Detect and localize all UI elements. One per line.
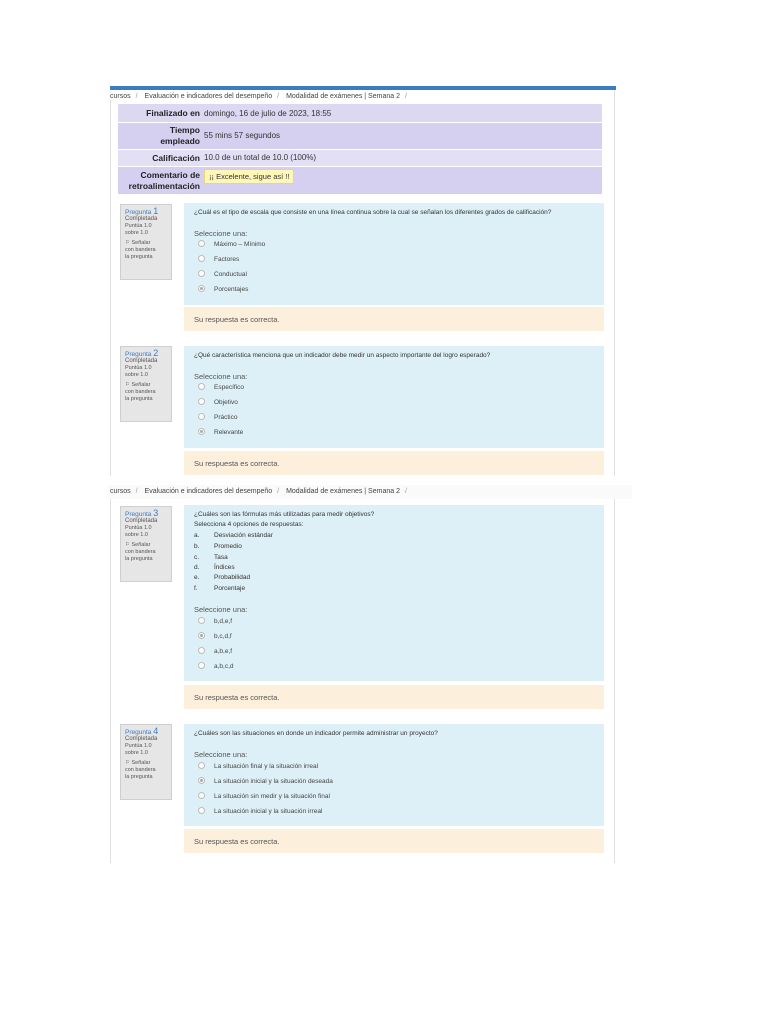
breadcrumb: cursos / Evaluación e indicadores del desempeño / Modalidad de exámenes | Semana 2 / bbox=[110, 488, 407, 495]
flag-question-link[interactable]: ⚐ Señalar con bandera la pregunta bbox=[125, 240, 156, 260]
question-info-2: Pregunta 2 Completada Puntúa 1.0 sobre 1.0 ⚐ Señalar con bandera la pregunta bbox=[120, 346, 172, 422]
radio-button[interactable] bbox=[198, 383, 205, 390]
list-item: d. Índices bbox=[194, 564, 235, 571]
question-info-3: Pregunta 3 Completada Puntúa 1.0 sobre 1.0 ⚐ Señalar con bandera la pregunta bbox=[120, 506, 172, 582]
feedback-chip: ¡¡ Excelente, sigue así !! bbox=[204, 169, 294, 184]
option-3a[interactable]: b,d,e,f bbox=[198, 618, 232, 625]
question-text: ¿Cuál es el tipo de escala que consiste en una línea continua sobre la cual se señalan los diferentes grados de calificación? bbox=[194, 209, 552, 216]
option-3b[interactable]: b,c,d,f bbox=[198, 633, 232, 640]
breadcrumb-section[interactable]: Modalidad de exámenes | Semana 2 bbox=[286, 93, 400, 100]
grade-value: 10.0 de un total de 10.0 (100%) bbox=[204, 153, 317, 162]
select-one-label: Seleccione una: bbox=[194, 372, 248, 381]
option-2b[interactable]: Objetivo bbox=[198, 399, 238, 406]
question-info-1: Pregunta 1 Completada Puntúa 1.0 sobre 1.0 ⚐ Señalar con bandera la pregunta bbox=[120, 204, 172, 280]
option-1c[interactable]: Conductual bbox=[198, 271, 247, 278]
select-one-label: Seleccione una: bbox=[194, 229, 248, 238]
list-item: c. Tasa bbox=[194, 554, 228, 561]
option-2d[interactable]: Relevante bbox=[198, 429, 243, 436]
question-box-1 bbox=[184, 203, 604, 305]
flag-question-link[interactable]: ⚐ Señalar con bandera la pregunta bbox=[125, 760, 156, 780]
grade-label: Calificación bbox=[152, 153, 200, 163]
option-3d[interactable]: a,b,c,d bbox=[198, 663, 234, 670]
flag-icon: ⚐ bbox=[125, 382, 130, 388]
page-edge-right bbox=[614, 90, 615, 476]
radio-button[interactable] bbox=[198, 662, 205, 669]
question-subtext: Selecciona 4 opciones de respuestas: bbox=[194, 521, 304, 528]
breadcrumb-section[interactable]: Modalidad de exámenes | Semana 2 bbox=[286, 488, 400, 495]
radio-button[interactable] bbox=[198, 792, 205, 799]
question-text: ¿Qué característica menciona que un indicador debe medir un aspecto importante del logro esperado? bbox=[194, 352, 491, 359]
option-3c[interactable]: a,b,e,f bbox=[198, 648, 232, 655]
question-box-4 bbox=[184, 724, 604, 826]
flag-question-link[interactable]: ⚐ Señalar con bandera la pregunta bbox=[125, 542, 156, 562]
summary-row-grade bbox=[118, 150, 602, 167]
list-item: f. Porcentaje bbox=[194, 585, 246, 592]
time-value: 55 mins 57 segundos bbox=[204, 131, 281, 140]
question-text: ¿Cuáles son las situaciones en donde un indicador permite administrar un proyecto? bbox=[194, 730, 438, 737]
summary-row-finished bbox=[118, 104, 602, 123]
radio-button[interactable] bbox=[198, 270, 205, 277]
list-item: a. Desviación estándar bbox=[194, 532, 273, 539]
page-edge-left bbox=[110, 499, 111, 863]
summary-row-time bbox=[118, 123, 602, 150]
radio-button[interactable] bbox=[198, 255, 205, 262]
option-2c[interactable]: Práctico bbox=[198, 414, 237, 421]
radio-button[interactable] bbox=[198, 617, 205, 624]
feedback-box-1: Su respuesta es correcta. bbox=[184, 307, 604, 331]
top-accent-bar bbox=[110, 86, 616, 90]
question-info-4: Pregunta 4 Completada Puntúa 1.0 sobre 1.0 ⚐ Señalar con bandera la pregunta bbox=[120, 724, 172, 800]
radio-button-selected[interactable] bbox=[198, 428, 205, 435]
list-item: b. Promedio bbox=[194, 543, 242, 550]
page-edge-right bbox=[614, 499, 615, 863]
list-item: e. Probabilidad bbox=[194, 574, 251, 581]
feedback-box-4: Su respuesta es correcta. bbox=[184, 829, 604, 853]
flag-icon: ⚐ bbox=[125, 760, 130, 766]
finished-label: Finalizado en bbox=[146, 108, 200, 118]
option-4b[interactable]: La situación inicial y la situación deseada bbox=[198, 778, 333, 785]
breadcrumb-course[interactable]: Evaluación e indicadores del desempeño bbox=[144, 488, 273, 495]
question-box-2 bbox=[184, 346, 604, 448]
radio-button[interactable] bbox=[198, 398, 205, 405]
radio-button[interactable] bbox=[198, 413, 205, 420]
breadcrumb-course[interactable]: Evaluación e indicadores del desempeño bbox=[144, 93, 273, 100]
page-edge-left bbox=[110, 100, 111, 476]
breadcrumb-courses[interactable]: cursos bbox=[110, 93, 131, 100]
radio-button-selected[interactable] bbox=[198, 777, 205, 784]
option-1d[interactable]: Porcentajes bbox=[198, 286, 248, 293]
radio-button[interactable] bbox=[198, 647, 205, 654]
option-4a[interactable]: La situación final y la situación irreal bbox=[198, 763, 318, 770]
flag-icon: ⚐ bbox=[125, 240, 130, 246]
radio-button[interactable] bbox=[198, 762, 205, 769]
option-1b[interactable]: Factores bbox=[198, 256, 239, 263]
radio-button-selected[interactable] bbox=[198, 285, 205, 292]
feedback-box-3: Su respuesta es correcta. bbox=[184, 685, 604, 709]
option-4c[interactable]: La situación sin medir y la situación final bbox=[198, 793, 330, 800]
radio-button-selected[interactable] bbox=[198, 632, 205, 639]
feedback-label: Comentario de retroalimentación bbox=[128, 170, 200, 191]
question-text: ¿Cuáles son las fórmulas más utilizadas para medir objetivos? bbox=[194, 511, 375, 518]
option-1a[interactable]: Máximo – Mínimo bbox=[198, 241, 265, 248]
summary-row-feedback bbox=[118, 167, 602, 195]
option-2a[interactable]: Específico bbox=[198, 384, 244, 391]
radio-button[interactable] bbox=[198, 807, 205, 814]
question-box-3 bbox=[184, 505, 604, 681]
flag-question-link[interactable]: ⚐ Señalar con bandera la pregunta bbox=[125, 382, 156, 402]
breadcrumb-courses[interactable]: cursos bbox=[110, 488, 131, 495]
select-one-label: Seleccione una: bbox=[194, 605, 248, 614]
radio-button[interactable] bbox=[198, 240, 205, 247]
flag-icon: ⚐ bbox=[125, 542, 130, 548]
finished-value: domingo, 16 de julio de 2023, 18:55 bbox=[204, 109, 332, 118]
select-one-label: Seleccione una: bbox=[194, 750, 248, 759]
breadcrumb: cursos / Evaluación e indicadores del desempeño / Modalidad de exámenes | Semana 2 / bbox=[110, 93, 407, 100]
time-label: Tiempo empleado bbox=[160, 125, 200, 146]
feedback-box-2: Su respuesta es correcta. bbox=[184, 451, 604, 475]
option-4d[interactable]: La situación inicial y la situación irreal bbox=[198, 808, 322, 815]
